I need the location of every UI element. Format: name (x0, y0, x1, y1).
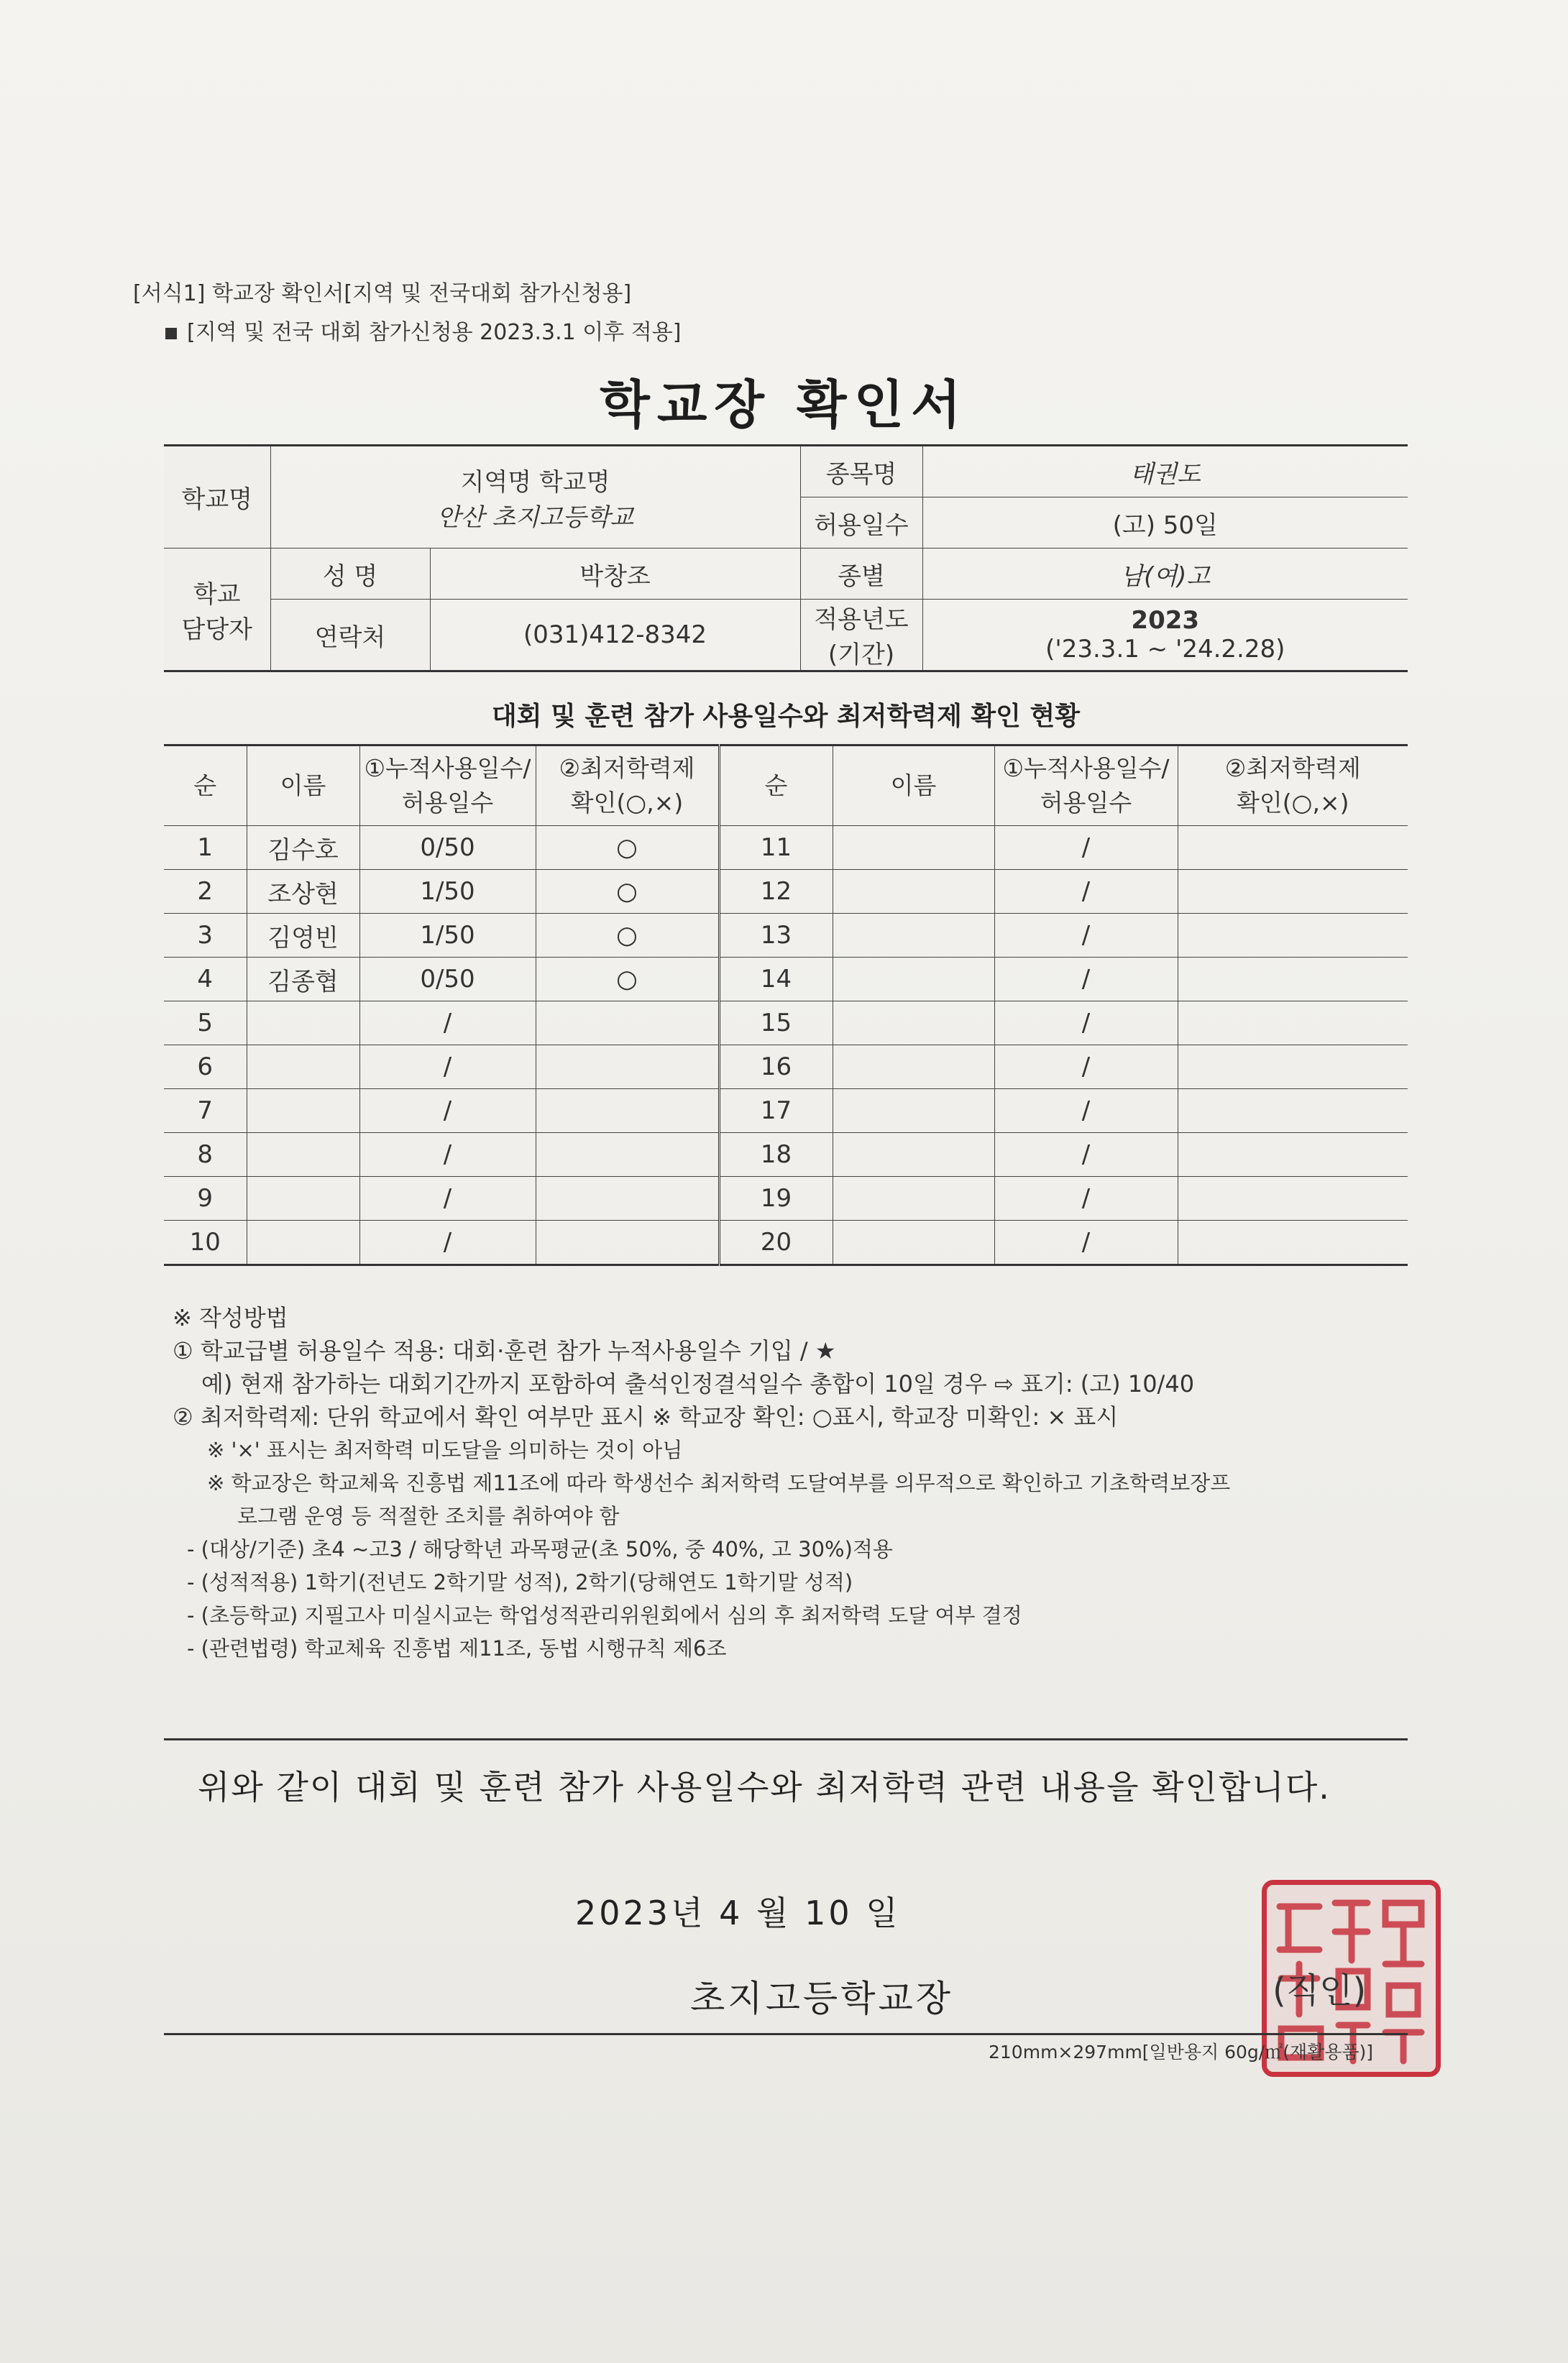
row-name: 김영빈 (247, 914, 359, 958)
participant-table (164, 744, 1408, 1266)
table-row (164, 1133, 1408, 1177)
table-row (164, 1177, 1408, 1221)
period-value (922, 600, 1408, 671)
manager-label-line2: 담당자 (181, 615, 253, 644)
period-year: 2023 (1131, 606, 1200, 635)
row-no: 10 (164, 1221, 247, 1265)
table-row (164, 914, 1408, 958)
row-no: 4 (164, 958, 247, 1001)
row-min-check (1178, 1221, 1408, 1265)
row-no: 14 (719, 958, 833, 1001)
row-no: 19 (719, 1177, 833, 1221)
school-name: 안산 초지고등학교 (436, 503, 634, 532)
row-name: 조상현 (247, 870, 359, 914)
table-row (164, 870, 1408, 914)
note-dash-2: - (성적적용) 1학기(전년도 2학기말 성적), 2학기(당해연도 1학기말 성적) (187, 1570, 853, 1595)
row-min-check (536, 1045, 719, 1089)
row-name (833, 1133, 994, 1177)
note-dash-4: - (관련법령) 학교체육 진흥법 제11조, 동법 시행규칙 제6조 (187, 1636, 727, 1661)
row-no: 5 (164, 1001, 247, 1045)
school-caption: 지역명 학교명 (460, 467, 610, 497)
row-min-check: ○ (536, 958, 719, 1001)
row-no: 6 (164, 1045, 247, 1089)
section-title: 대회 및 훈련 참가 사용일수와 최저학력제 확인 현황 (491, 702, 1081, 731)
manager-label-line1: 학교 (193, 579, 241, 609)
school-label: 학교명 (164, 446, 270, 549)
square-bullet-icon (165, 328, 177, 339)
row-days: / (994, 1045, 1178, 1089)
note-2b-cont: 로그램 운영 등 적절한 조치를 취하여야 함 (237, 1504, 620, 1528)
row-name (833, 1045, 994, 1089)
row-min-check (536, 1133, 719, 1177)
confirmation-text: 위와 같이 대회 및 훈련 참가 사용일수와 최저학력 관련 내용을 확인합니다. (198, 1768, 1331, 1807)
form-label: [서식1] 학교장 확인서[지역 및 전국대회 참가신청용] (133, 281, 632, 306)
period-range: ('23.3.1 ~ '24.2.28) (1045, 635, 1285, 664)
allowed-days-value: (고) 50일 (922, 497, 1408, 549)
row-no: 12 (719, 870, 833, 914)
table-header-row (164, 745, 1408, 826)
row-name (247, 1221, 359, 1265)
row-name (833, 870, 994, 914)
row-name (833, 1177, 994, 1221)
note-1: ① 학교급별 허용일수 적용: 대회·훈련 참가 누적사용일수 기입 / ★ (173, 1337, 836, 1364)
note-2a: ※ '×' 표시는 최저학력 미도달을 의미하는 것이 아님 (207, 1438, 683, 1462)
header-name: 이름 (247, 745, 359, 826)
row-days: / (359, 1177, 536, 1221)
allowed-days-label: 허용일수 (800, 497, 922, 549)
header-min-line2: 확인(○,×) (570, 789, 684, 817)
row-days: 1/50 (359, 914, 536, 958)
notes-heading: ※ 작성방법 (173, 1304, 288, 1331)
gender-value: 남(여)고 (922, 549, 1408, 600)
table-row (164, 958, 1408, 1001)
row-no: 16 (719, 1045, 833, 1089)
note-1-example: 예) 현재 참가하는 대회기간까지 포함하여 출석인정결석일수 총합이 10일 경우 ⇨ 표기: (고) 10/40 (201, 1370, 1195, 1398)
header-no: 순 (719, 745, 833, 826)
row-days: / (994, 1089, 1178, 1133)
row-min-check (1178, 1045, 1408, 1089)
header-name: 이름 (833, 745, 994, 826)
note-dash-1: - (대상/기준) 초4 ~고3 / 해당학년 과목평균(초 50%, 중 40%, 고 30%)적용 (187, 1537, 893, 1561)
row-no: 17 (719, 1089, 833, 1133)
row-min-check (536, 1001, 719, 1045)
header-days-line2: 허용일수 (401, 789, 494, 817)
row-name (247, 1177, 359, 1221)
period-label-line1: 적용년도 (814, 605, 909, 634)
row-min-check (1178, 914, 1408, 958)
contact-label: 연락처 (270, 600, 430, 671)
row-name (833, 1089, 994, 1133)
principal-title: 초지고등학교장 (690, 1978, 954, 2019)
row-no: 20 (719, 1221, 833, 1265)
row-no: 3 (164, 914, 247, 958)
row-name (247, 1001, 359, 1045)
table-row (164, 1221, 1408, 1265)
row-min-check (536, 1221, 719, 1265)
manager-label (164, 549, 270, 671)
row-days: / (359, 1045, 536, 1089)
manager-name: 박창조 (430, 549, 800, 600)
row-min-check (1178, 958, 1408, 1001)
row-days: / (994, 914, 1178, 958)
header-min-line2: 확인(○,×) (1237, 789, 1349, 817)
note-2: ② 최저학력제: 단위 학교에서 확인 여부만 표시 ※ 학교장 확인: ○표시, 학교장 미확인: × 표시 (173, 1403, 1119, 1431)
applicability-note (165, 314, 681, 346)
row-days: / (994, 870, 1178, 914)
table-row (164, 1045, 1408, 1089)
row-no: 9 (164, 1177, 247, 1221)
row-days: / (994, 1001, 1178, 1045)
row-name (833, 1001, 994, 1045)
document-title: 학교장 확인서 (600, 375, 968, 435)
row-days: / (359, 1089, 536, 1133)
row-days: / (994, 826, 1178, 870)
note-2b: ※ 학교장은 학교체육 진흥법 제11조에 따라 학생선수 최저학력 도달여부를 의무적으로 확인하고 기초학력보장프 (207, 1471, 1231, 1495)
header-min-line1: ②최저학력제 (559, 754, 695, 782)
header-min (536, 745, 719, 826)
divider-top (164, 1738, 1408, 1740)
row-min-check (1178, 870, 1408, 914)
header-no: 순 (164, 745, 247, 826)
row-min-check: ○ (536, 870, 719, 914)
row-days: 1/50 (359, 870, 536, 914)
row-name (833, 914, 994, 958)
row-days: / (994, 958, 1178, 1001)
row-no: 13 (719, 914, 833, 958)
note-dash-3: - (초등학교) 지필고사 미실시교는 학업성적관리위원회에서 심의 후 최저학력 도달 여부 결정 (187, 1603, 1022, 1628)
row-no: 8 (164, 1133, 247, 1177)
school-cell (270, 446, 800, 549)
row-min-check: ○ (536, 914, 719, 958)
row-no: 1 (164, 826, 247, 870)
row-days: / (994, 1221, 1178, 1265)
header-days (359, 745, 536, 826)
row-days: 0/50 (359, 958, 536, 1001)
row-days: / (994, 1177, 1178, 1221)
row-days: 0/50 (359, 826, 536, 870)
header-min (1178, 745, 1408, 826)
period-label-line2: (기간) (827, 641, 895, 669)
row-name (247, 1089, 359, 1133)
row-no: 15 (719, 1001, 833, 1045)
header-days-line1: ①누적사용일수/ (1002, 754, 1170, 782)
table-row (164, 1001, 1408, 1045)
seal-word: (직인) (1273, 1970, 1367, 2011)
info-table (164, 444, 1408, 672)
table-row (164, 1089, 1408, 1133)
row-name: 김종협 (247, 958, 359, 1001)
row-no: 18 (719, 1133, 833, 1177)
row-name (247, 1045, 359, 1089)
gender-label: 종별 (800, 549, 922, 600)
contact-value: (031)412-8342 (430, 600, 800, 671)
row-name (833, 826, 994, 870)
instructions (173, 1301, 1230, 1665)
header-days-line1: ①누적사용일수/ (364, 754, 531, 782)
row-days: / (359, 1221, 536, 1265)
row-min-check (1178, 1133, 1408, 1177)
confirmation-date: 2023년 4 월 10 일 (575, 1894, 901, 1932)
row-min-check (536, 1177, 719, 1221)
row-no: 2 (164, 870, 247, 914)
row-name (833, 1221, 994, 1265)
row-min-check (1178, 1001, 1408, 1045)
paper-spec-footer: 210mm×297mm[일반용지 60g/㎡(재활용품)] (989, 2042, 1374, 2063)
row-min-check: ○ (536, 826, 719, 870)
row-min-check (536, 1089, 719, 1133)
period-label (800, 600, 922, 671)
name-label: 성 명 (270, 549, 430, 600)
row-name (247, 1133, 359, 1177)
row-min-check (1178, 826, 1408, 870)
sport-value: 태권도 (922, 446, 1408, 497)
row-no: 7 (164, 1089, 247, 1133)
row-min-check (1178, 1089, 1408, 1133)
row-min-check (1178, 1177, 1408, 1221)
sport-label: 종목명 (800, 446, 922, 497)
row-no: 11 (719, 826, 833, 870)
applicability-text: [지역 및 전국 대회 참가신청용 2023.3.1 이후 적용] (187, 320, 682, 345)
divider-bottom (164, 2033, 1408, 2035)
row-name: 김수호 (247, 826, 359, 870)
row-days: / (359, 1001, 536, 1045)
header-days (994, 745, 1178, 826)
row-days: / (994, 1133, 1178, 1177)
header-min-line1: ②최저학력제 (1224, 754, 1361, 782)
table-row (164, 826, 1408, 870)
row-name (833, 958, 994, 1001)
header-days-line2: 허용일수 (1040, 789, 1132, 817)
row-days: / (359, 1133, 536, 1177)
